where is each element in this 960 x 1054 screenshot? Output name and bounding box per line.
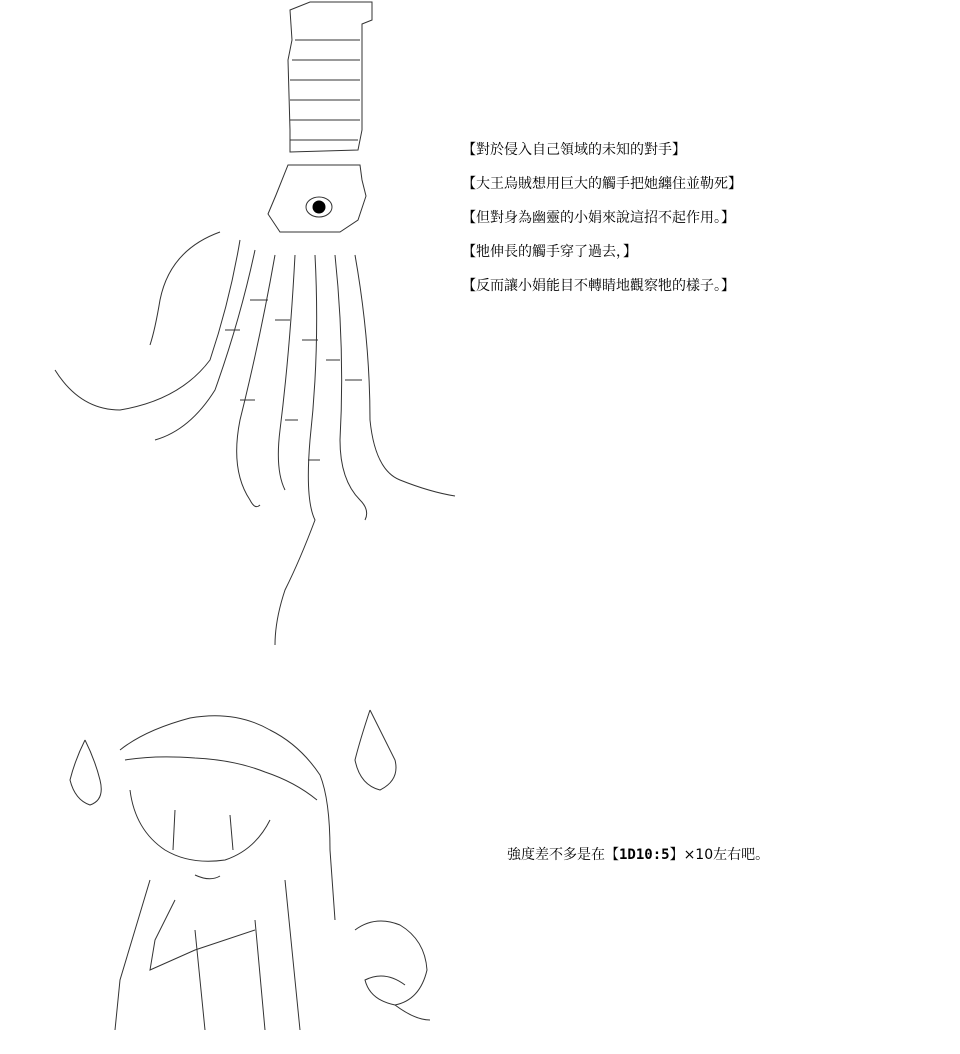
- narration-line: 【對於侵入自己領域的未知的對手】: [462, 142, 686, 158]
- spirit-flame-icon: [70, 740, 101, 805]
- note-suffix: 】×10左右吧。: [669, 847, 770, 863]
- creature-tail: [395, 1005, 430, 1020]
- squid-arm: [355, 255, 455, 496]
- squid-mantle: [288, 2, 372, 152]
- narration-line: 【大王烏賊想用巨大的觸手把她纏住並勒死】: [462, 176, 742, 192]
- squid-eye-icon: [313, 201, 325, 213]
- squid-arm: [278, 255, 295, 490]
- squid-arm: [275, 255, 317, 645]
- giant-squid-art: [40, 0, 470, 650]
- arm-outline: [150, 900, 255, 970]
- squid-arm: [335, 255, 367, 520]
- right-eye-icon: [230, 815, 233, 850]
- squid-head: [268, 165, 366, 232]
- narration-line: 【但對身為幽靈的小娟來說這招不起作用。】: [462, 210, 735, 226]
- hair-bangs: [125, 757, 317, 800]
- spirit-flame-icon: [355, 710, 396, 790]
- ghost-girl-art: [55, 700, 455, 1040]
- squid-arm: [155, 250, 255, 440]
- mouth-icon: [195, 875, 220, 879]
- narration-block: [462, 142, 822, 312]
- squid-arm: [237, 255, 275, 507]
- small-creature: [355, 921, 427, 1005]
- squid-arm: [150, 232, 220, 345]
- body-outline: [285, 880, 300, 1030]
- squid-arm: [55, 240, 240, 410]
- face-outline: [130, 790, 270, 861]
- body-outline: [115, 880, 150, 1030]
- left-eye-icon: [173, 810, 175, 850]
- narration-line: 【反而讓小娟能目不轉睛地觀察牠的樣子。】: [462, 278, 735, 294]
- sleeve-outline: [195, 920, 265, 1030]
- strength-note: [507, 847, 769, 863]
- note-prefix: 強度差不多是在【: [507, 847, 619, 863]
- narration-line: 【牠伸長的觸手穿了過去，】: [462, 244, 637, 260]
- dice-roll: 1D10:5: [619, 847, 670, 863]
- hair-outline: [120, 716, 335, 920]
